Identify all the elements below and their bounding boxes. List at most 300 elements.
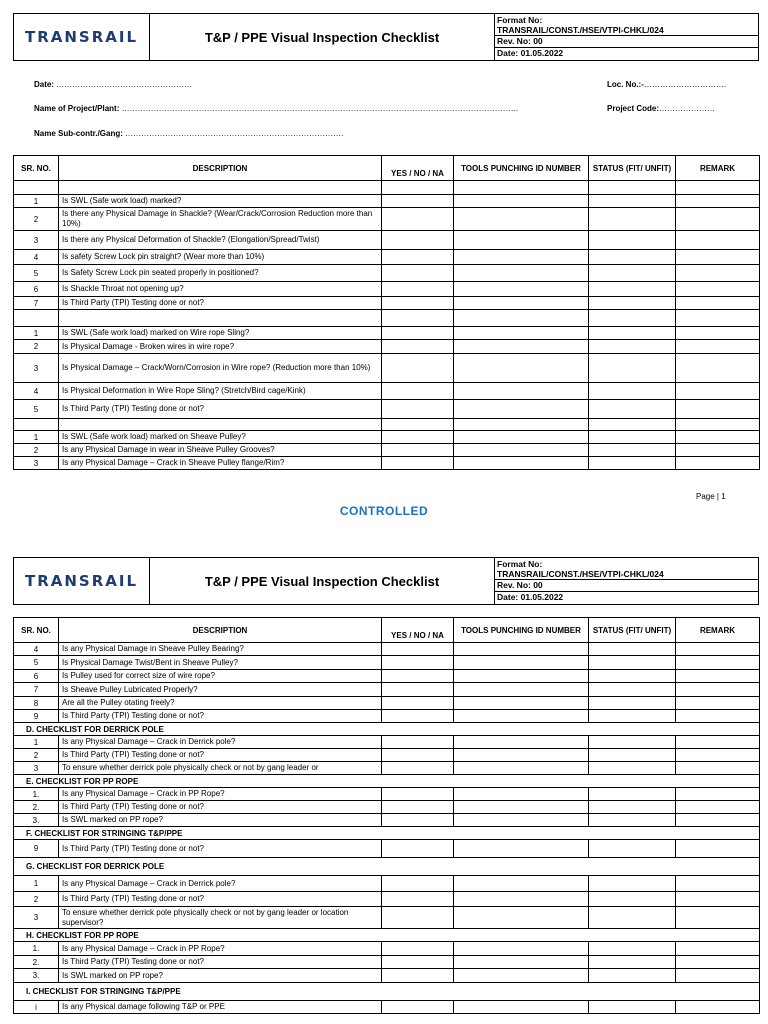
checklist-row bbox=[14, 814, 760, 827]
row-sr-no: 3 bbox=[14, 457, 59, 470]
row-status-cell[interactable] bbox=[589, 710, 676, 723]
row-remark-cell[interactable] bbox=[676, 383, 760, 400]
row-remark-cell[interactable] bbox=[676, 195, 760, 208]
format-info bbox=[495, 14, 758, 60]
row-remark-cell[interactable] bbox=[676, 444, 760, 457]
issue-date: Date: 01.05.2022 bbox=[497, 48, 564, 58]
row-sr-no: 1 bbox=[14, 327, 59, 340]
subcontractor-label: Name Sub-contr./Gang: bbox=[34, 129, 123, 138]
row-remark-cell[interactable] bbox=[676, 840, 760, 858]
row-description: Is any Physical Damage in Sheave Pulley Bearing? bbox=[59, 643, 382, 656]
col-sr-no: SR. NO. bbox=[14, 618, 59, 643]
project-code-blank: ………………… bbox=[659, 104, 716, 113]
row-remark-cell[interactable] bbox=[676, 419, 760, 431]
row-sr-no: 1. bbox=[14, 788, 59, 801]
row-sr-no: 3. bbox=[14, 969, 59, 983]
section-header-row bbox=[14, 929, 760, 942]
row-description: Is any Physical Damage – Crack in PP Rope? bbox=[59, 788, 382, 801]
row-yes-no-na-cell[interactable] bbox=[382, 444, 454, 457]
row-remark-cell[interactable] bbox=[676, 736, 760, 749]
checklist-table-page-2 bbox=[13, 617, 760, 1014]
row-remark-cell[interactable] bbox=[676, 231, 760, 250]
checklist-row bbox=[14, 231, 760, 250]
row-status-cell[interactable] bbox=[589, 736, 676, 749]
row-tools-id-cell[interactable] bbox=[454, 814, 589, 827]
row-yes-no-na-cell[interactable] bbox=[382, 310, 454, 327]
row-description: Is Physical Deformation in Wire Rope Sling? (Stretch/Bird cage/Kink) bbox=[59, 383, 382, 400]
row-description: Is SWL (Safe work load) marked? bbox=[59, 195, 382, 208]
row-tools-id-cell[interactable] bbox=[454, 250, 589, 265]
row-remark-cell[interactable] bbox=[676, 1001, 760, 1014]
row-sr-no: 7 bbox=[14, 683, 59, 697]
section-header-row bbox=[14, 827, 760, 840]
row-yes-no-na-cell[interactable] bbox=[382, 956, 454, 969]
row-remark-cell[interactable] bbox=[676, 297, 760, 310]
row-sr-no: 6 bbox=[14, 282, 59, 297]
row-yes-no-na-cell[interactable] bbox=[382, 736, 454, 749]
checklist-row bbox=[14, 907, 760, 929]
row-yes-no-na-cell[interactable] bbox=[382, 670, 454, 683]
row-tools-id-cell[interactable] bbox=[454, 282, 589, 297]
row-description: Is Safety Screw Lock pin seated properly in positioned? bbox=[59, 265, 382, 282]
row-tools-id-cell[interactable] bbox=[454, 907, 589, 929]
row-sr-no: 3 bbox=[14, 762, 59, 775]
row-description: Is Third Party (TPI) Testing done or not? bbox=[59, 840, 382, 858]
row-description: Is Physical Damage – Crack/Worn/Corrosion in Wire rope? (Reduction more than 10%) bbox=[59, 354, 382, 383]
row-tools-id-cell[interactable] bbox=[454, 265, 589, 282]
col-description: DESCRIPTION bbox=[59, 156, 382, 181]
row-sr-no: 4 bbox=[14, 643, 59, 656]
issue-date: Date: 01.05.2022 bbox=[497, 592, 564, 602]
row-tools-id-cell[interactable] bbox=[454, 431, 589, 444]
project-blank: ………………………………………………………………………………………………………………………………….. bbox=[121, 104, 519, 113]
row-sr-no: 1 bbox=[14, 195, 59, 208]
row-yes-no-na-cell[interactable] bbox=[382, 1001, 454, 1014]
checklist-row bbox=[14, 310, 760, 327]
checklist-row bbox=[14, 181, 760, 195]
row-status-cell[interactable] bbox=[589, 956, 676, 969]
row-status-cell[interactable] bbox=[589, 310, 676, 327]
col-remark: REMARK bbox=[676, 156, 760, 181]
col-status: STATUS (FIT/ UNFIT) bbox=[589, 618, 676, 643]
checklist-row bbox=[14, 749, 760, 762]
subcontractor-field[interactable] bbox=[34, 129, 343, 138]
row-status-cell[interactable] bbox=[589, 1001, 676, 1014]
row-yes-no-na-cell[interactable] bbox=[382, 801, 454, 814]
row-remark-cell[interactable] bbox=[676, 643, 760, 656]
row-tools-id-cell[interactable] bbox=[454, 710, 589, 723]
row-tools-id-cell[interactable] bbox=[454, 892, 589, 907]
row-yes-no-na-cell[interactable] bbox=[382, 969, 454, 983]
row-status-cell[interactable] bbox=[589, 788, 676, 801]
row-tools-id-cell[interactable] bbox=[454, 181, 589, 195]
row-status-cell[interactable] bbox=[589, 643, 676, 656]
row-remark-cell[interactable] bbox=[676, 181, 760, 195]
checklist-row bbox=[14, 419, 760, 431]
company-logo bbox=[14, 14, 150, 60]
row-sr-no: 4 bbox=[14, 383, 59, 400]
row-tools-id-cell[interactable] bbox=[454, 697, 589, 710]
revision-number: Rev. No: 00 bbox=[495, 580, 758, 592]
document-header bbox=[13, 13, 759, 61]
row-description: Is Third Party (TPI) Testing done or not? bbox=[59, 749, 382, 762]
row-tools-id-cell[interactable] bbox=[454, 643, 589, 656]
section-header-row bbox=[14, 723, 760, 736]
row-tools-id-cell[interactable] bbox=[454, 1001, 589, 1014]
row-remark-cell[interactable] bbox=[676, 969, 760, 983]
row-tools-id-cell[interactable] bbox=[454, 208, 589, 231]
checklist-row bbox=[14, 297, 760, 310]
checklist-row bbox=[14, 250, 760, 265]
row-yes-no-na-cell[interactable] bbox=[382, 340, 454, 354]
row-description: Is any Physical Damage – Crack in Sheave Pulley flange/Rim? bbox=[59, 457, 382, 470]
row-sr-no bbox=[14, 181, 59, 195]
checklist-row bbox=[14, 327, 760, 340]
row-status-cell[interactable] bbox=[589, 444, 676, 457]
row-tools-id-cell[interactable] bbox=[454, 876, 589, 892]
section-title: H. CHECKLIST FOR PP ROPE bbox=[14, 929, 760, 942]
row-yes-no-na-cell[interactable] bbox=[382, 907, 454, 929]
checklist-row bbox=[14, 710, 760, 723]
row-status-cell[interactable] bbox=[589, 892, 676, 907]
col-yes-no-na: YES / NO / NA bbox=[382, 618, 454, 643]
row-description bbox=[59, 181, 382, 195]
row-remark-cell[interactable] bbox=[676, 354, 760, 383]
row-tools-id-cell[interactable] bbox=[454, 762, 589, 775]
row-status-cell[interactable] bbox=[589, 400, 676, 419]
row-status-cell[interactable] bbox=[589, 327, 676, 340]
row-tools-id-cell[interactable] bbox=[454, 327, 589, 340]
row-remark-cell[interactable] bbox=[676, 340, 760, 354]
row-remark-cell[interactable] bbox=[676, 431, 760, 444]
row-status-cell[interactable] bbox=[589, 354, 676, 383]
row-description: Is safety Screw Lock pin straight? (Wear more than 10%) bbox=[59, 250, 382, 265]
row-yes-no-na-cell[interactable] bbox=[382, 749, 454, 762]
row-tools-id-cell[interactable] bbox=[454, 840, 589, 858]
row-remark-cell[interactable] bbox=[676, 956, 760, 969]
row-tools-id-cell[interactable] bbox=[454, 457, 589, 470]
row-yes-no-na-cell[interactable] bbox=[382, 419, 454, 431]
row-remark-cell[interactable] bbox=[676, 749, 760, 762]
date-blank: …………………………………………… bbox=[56, 80, 193, 89]
page-number: Page | 1 bbox=[696, 492, 726, 501]
row-remark-cell[interactable] bbox=[676, 801, 760, 814]
row-tools-id-cell[interactable] bbox=[454, 656, 589, 670]
row-tools-id-cell[interactable] bbox=[454, 801, 589, 814]
row-description: Is any Physical Damage – Crack in PP Rope? bbox=[59, 942, 382, 956]
row-remark-cell[interactable] bbox=[676, 876, 760, 892]
row-status-cell[interactable] bbox=[589, 383, 676, 400]
row-tools-id-cell[interactable] bbox=[454, 310, 589, 327]
row-status-cell[interactable] bbox=[589, 208, 676, 231]
row-sr-no: 1 bbox=[14, 736, 59, 749]
row-yes-no-na-cell[interactable] bbox=[382, 643, 454, 656]
date-field[interactable] bbox=[34, 80, 192, 89]
row-yes-no-na-cell[interactable] bbox=[382, 250, 454, 265]
row-yes-no-na-cell[interactable] bbox=[382, 208, 454, 231]
row-remark-cell[interactable] bbox=[676, 670, 760, 683]
row-sr-no: 2. bbox=[14, 956, 59, 969]
row-sr-no: 2. bbox=[14, 801, 59, 814]
row-description: To ensure whether derrick pole physically check or not by gang leader or bbox=[59, 762, 382, 775]
checklist-row bbox=[14, 876, 760, 892]
row-sr-no: 9 bbox=[14, 840, 59, 858]
row-description: Is any Physical Damage in wear in Sheave Pulley Grooves? bbox=[59, 444, 382, 457]
checklist-row bbox=[14, 762, 760, 775]
row-remark-cell[interactable] bbox=[676, 250, 760, 265]
row-remark-cell[interactable] bbox=[676, 697, 760, 710]
project-code-field[interactable] bbox=[607, 104, 715, 113]
location-field[interactable] bbox=[607, 80, 726, 89]
row-yes-no-na-cell[interactable] bbox=[382, 431, 454, 444]
row-status-cell[interactable] bbox=[589, 670, 676, 683]
date-label: Date: bbox=[34, 80, 55, 89]
row-tools-id-cell[interactable] bbox=[454, 195, 589, 208]
row-remark-cell[interactable] bbox=[676, 327, 760, 340]
section-title: D. CHECKLIST FOR DERRICK POLE bbox=[14, 723, 760, 736]
row-description: Is Physical Damage - Broken wires in wire rope? bbox=[59, 340, 382, 354]
checklist-row bbox=[14, 431, 760, 444]
row-remark-cell[interactable] bbox=[676, 683, 760, 697]
row-sr-no: 2 bbox=[14, 208, 59, 231]
row-sr-no: 6 bbox=[14, 670, 59, 683]
col-status: STATUS (FIT/ UNFIT) bbox=[589, 156, 676, 181]
row-status-cell[interactable] bbox=[589, 265, 676, 282]
row-remark-cell[interactable] bbox=[676, 208, 760, 231]
row-status-cell[interactable] bbox=[589, 969, 676, 983]
row-tools-id-cell[interactable] bbox=[454, 354, 589, 383]
row-tools-id-cell[interactable] bbox=[454, 340, 589, 354]
checklist-row bbox=[14, 956, 760, 969]
row-status-cell[interactable] bbox=[589, 749, 676, 762]
project-field[interactable] bbox=[34, 104, 518, 113]
row-remark-cell[interactable] bbox=[676, 656, 760, 670]
row-tools-id-cell[interactable] bbox=[454, 736, 589, 749]
row-description: Is Third Party (TPI) Testing done or not? bbox=[59, 956, 382, 969]
checklist-row bbox=[14, 265, 760, 282]
row-remark-cell[interactable] bbox=[676, 710, 760, 723]
row-status-cell[interactable] bbox=[589, 431, 676, 444]
checklist-row bbox=[14, 195, 760, 208]
col-tools-id: TOOLS PUNCHING ID NUMBER bbox=[454, 156, 589, 181]
col-yes-no-na: YES / NO / NA bbox=[382, 156, 454, 181]
row-yes-no-na-cell[interactable] bbox=[382, 683, 454, 697]
row-remark-cell[interactable] bbox=[676, 400, 760, 419]
row-status-cell[interactable] bbox=[589, 282, 676, 297]
row-status-cell[interactable] bbox=[589, 457, 676, 470]
row-remark-cell[interactable] bbox=[676, 892, 760, 907]
row-status-cell[interactable] bbox=[589, 340, 676, 354]
logo-wordmark: TRANSRAIL bbox=[24, 28, 139, 46]
company-logo bbox=[14, 558, 150, 604]
checklist-row bbox=[14, 282, 760, 297]
row-sr-no: 5 bbox=[14, 400, 59, 419]
format-number bbox=[495, 558, 758, 580]
row-sr-no: 7 bbox=[14, 297, 59, 310]
row-tools-id-cell[interactable] bbox=[454, 683, 589, 697]
row-yes-no-na-cell[interactable] bbox=[382, 876, 454, 892]
checklist-row bbox=[14, 683, 760, 697]
row-description: Is Third Party (TPI) Testing done or not? bbox=[59, 297, 382, 310]
section-title: I. CHECKLIST FOR STRINGING T&P/PPE bbox=[14, 983, 760, 1001]
row-sr-no: 2 bbox=[14, 749, 59, 762]
controlled-stamp: CONTROLLED bbox=[339, 504, 429, 518]
section-header-row bbox=[14, 858, 760, 876]
table-header-row bbox=[14, 618, 760, 643]
row-sr-no bbox=[14, 310, 59, 327]
row-tools-id-cell[interactable] bbox=[454, 231, 589, 250]
row-description: Is SWL (Safe work load) marked on Sheave Pulley? bbox=[59, 431, 382, 444]
row-sr-no: 2 bbox=[14, 444, 59, 457]
row-yes-no-na-cell[interactable] bbox=[382, 814, 454, 827]
row-status-cell[interactable] bbox=[589, 250, 676, 265]
row-remark-cell[interactable] bbox=[676, 282, 760, 297]
row-status-cell[interactable] bbox=[589, 231, 676, 250]
row-yes-no-na-cell[interactable] bbox=[382, 697, 454, 710]
row-yes-no-na-cell[interactable] bbox=[382, 710, 454, 723]
checklist-row bbox=[14, 643, 760, 656]
row-description: Is there any Physical Damage in Shackle? (Wear/Crack/Corrosion Reduction more than 10%) bbox=[59, 208, 382, 231]
row-tools-id-cell[interactable] bbox=[454, 297, 589, 310]
checklist-row bbox=[14, 969, 760, 983]
checklist-row bbox=[14, 892, 760, 907]
row-remark-cell[interactable] bbox=[676, 457, 760, 470]
row-status-cell[interactable] bbox=[589, 762, 676, 775]
row-yes-no-na-cell[interactable] bbox=[382, 656, 454, 670]
checklist-row bbox=[14, 736, 760, 749]
row-remark-cell[interactable] bbox=[676, 814, 760, 827]
row-description: Is Third Party (TPI) Testing done or not? bbox=[59, 801, 382, 814]
row-status-cell[interactable] bbox=[589, 697, 676, 710]
checklist-row bbox=[14, 457, 760, 470]
row-description: Are all the Pulley otating freely? bbox=[59, 697, 382, 710]
checklist-table-page-1 bbox=[13, 155, 760, 470]
row-status-cell[interactable] bbox=[589, 297, 676, 310]
row-sr-no: 2 bbox=[14, 340, 59, 354]
row-yes-no-na-cell[interactable] bbox=[382, 383, 454, 400]
row-remark-cell[interactable] bbox=[676, 310, 760, 327]
row-status-cell[interactable] bbox=[589, 419, 676, 431]
row-description: Is Third Party (TPI) Testing done or not? bbox=[59, 892, 382, 907]
row-tools-id-cell[interactable] bbox=[454, 383, 589, 400]
row-status-cell[interactable] bbox=[589, 683, 676, 697]
row-status-cell[interactable] bbox=[589, 195, 676, 208]
row-description: Is any Physical Damage – Crack in Derrick pole? bbox=[59, 736, 382, 749]
row-sr-no: 3 bbox=[14, 907, 59, 929]
checklist-row bbox=[14, 788, 760, 801]
col-sr-no: SR. NO. bbox=[14, 156, 59, 181]
row-remark-cell[interactable] bbox=[676, 907, 760, 929]
row-tools-id-cell[interactable] bbox=[454, 670, 589, 683]
row-remark-cell[interactable] bbox=[676, 788, 760, 801]
row-sr-no: 3. bbox=[14, 814, 59, 827]
row-status-cell[interactable] bbox=[589, 181, 676, 195]
row-status-cell[interactable] bbox=[589, 656, 676, 670]
row-tools-id-cell[interactable] bbox=[454, 956, 589, 969]
row-tools-id-cell[interactable] bbox=[454, 749, 589, 762]
row-yes-no-na-cell[interactable] bbox=[382, 327, 454, 340]
row-sr-no: 3 bbox=[14, 231, 59, 250]
row-description: Is there any Physical Deformation of Shackle? (Elongation/Spread/Twist) bbox=[59, 231, 382, 250]
row-sr-no: 4 bbox=[14, 250, 59, 265]
row-remark-cell[interactable] bbox=[676, 942, 760, 956]
checklist-row bbox=[14, 340, 760, 354]
row-description: Is SWL marked on PP rope? bbox=[59, 969, 382, 983]
row-yes-no-na-cell[interactable] bbox=[382, 788, 454, 801]
row-description: Is Physical Damage Twist/Bent in Sheave Pulley? bbox=[59, 656, 382, 670]
row-description: Is any Physical damage following T&P or PPE bbox=[59, 1001, 382, 1014]
row-yes-no-na-cell[interactable] bbox=[382, 762, 454, 775]
row-description: Is Third Party (TPI) Testing done or not? bbox=[59, 400, 382, 419]
row-yes-no-na-cell[interactable] bbox=[382, 195, 454, 208]
format-info bbox=[495, 558, 758, 604]
row-status-cell[interactable] bbox=[589, 814, 676, 827]
col-remark: REMARK bbox=[676, 618, 760, 643]
row-tools-id-cell[interactable] bbox=[454, 444, 589, 457]
format-value: TRANSRAIL/CONST./HSE/VTPI-CHKL/024 bbox=[497, 569, 664, 579]
row-yes-no-na-cell[interactable] bbox=[382, 354, 454, 383]
row-sr-no: i bbox=[14, 1001, 59, 1014]
row-yes-no-na-cell[interactable] bbox=[382, 181, 454, 195]
row-remark-cell[interactable] bbox=[676, 762, 760, 775]
format-value: TRANSRAIL/CONST./HSE/VTPI-CHKL/024 bbox=[497, 25, 664, 35]
section-header-row bbox=[14, 775, 760, 788]
row-status-cell[interactable] bbox=[589, 876, 676, 892]
row-status-cell[interactable] bbox=[589, 907, 676, 929]
row-yes-no-na-cell[interactable] bbox=[382, 457, 454, 470]
row-yes-no-na-cell[interactable] bbox=[382, 282, 454, 297]
row-yes-no-na-cell[interactable] bbox=[382, 840, 454, 858]
row-tools-id-cell[interactable] bbox=[454, 942, 589, 956]
row-tools-id-cell[interactable] bbox=[454, 969, 589, 983]
section-title: F. CHECKLIST FOR STRINGING T&P/PPE bbox=[14, 827, 760, 840]
row-tools-id-cell[interactable] bbox=[454, 788, 589, 801]
row-description: Is Pulley used for correct size of wire rope? bbox=[59, 670, 382, 683]
row-yes-no-na-cell[interactable] bbox=[382, 942, 454, 956]
row-description bbox=[59, 419, 382, 431]
checklist-row bbox=[14, 444, 760, 457]
col-description: DESCRIPTION bbox=[59, 618, 382, 643]
format-label: Format No: bbox=[497, 559, 543, 569]
row-description: Is SWL (Safe work load) marked on Wire rope Sling? bbox=[59, 327, 382, 340]
row-remark-cell[interactable] bbox=[676, 265, 760, 282]
row-status-cell[interactable] bbox=[589, 840, 676, 858]
row-tools-id-cell[interactable] bbox=[454, 400, 589, 419]
row-yes-no-na-cell[interactable] bbox=[382, 400, 454, 419]
location-blank: …………………………. bbox=[643, 80, 727, 89]
row-description: Is SWL marked on PP rope? bbox=[59, 814, 382, 827]
row-status-cell[interactable] bbox=[589, 801, 676, 814]
project-label: Name of Project/Plant: bbox=[34, 104, 120, 113]
row-yes-no-na-cell[interactable] bbox=[382, 231, 454, 250]
row-sr-no: 1 bbox=[14, 876, 59, 892]
row-description: Is any Physical Damage – Crack in Derrick pole? bbox=[59, 876, 382, 892]
table-header-row bbox=[14, 156, 760, 181]
checklist-row bbox=[14, 801, 760, 814]
row-status-cell[interactable] bbox=[589, 942, 676, 956]
row-tools-id-cell[interactable] bbox=[454, 419, 589, 431]
checklist-row bbox=[14, 354, 760, 383]
row-sr-no: 3 bbox=[14, 354, 59, 383]
row-description: To ensure whether derrick pole physically check or not by gang leader or location supervisor? bbox=[59, 907, 382, 929]
row-sr-no: 5 bbox=[14, 656, 59, 670]
section-title: E. CHECKLIST FOR PP ROPE bbox=[14, 775, 760, 788]
format-label: Format No: bbox=[497, 15, 543, 25]
row-yes-no-na-cell[interactable] bbox=[382, 297, 454, 310]
row-yes-no-na-cell[interactable] bbox=[382, 265, 454, 282]
document-header bbox=[13, 557, 759, 605]
row-yes-no-na-cell[interactable] bbox=[382, 892, 454, 907]
